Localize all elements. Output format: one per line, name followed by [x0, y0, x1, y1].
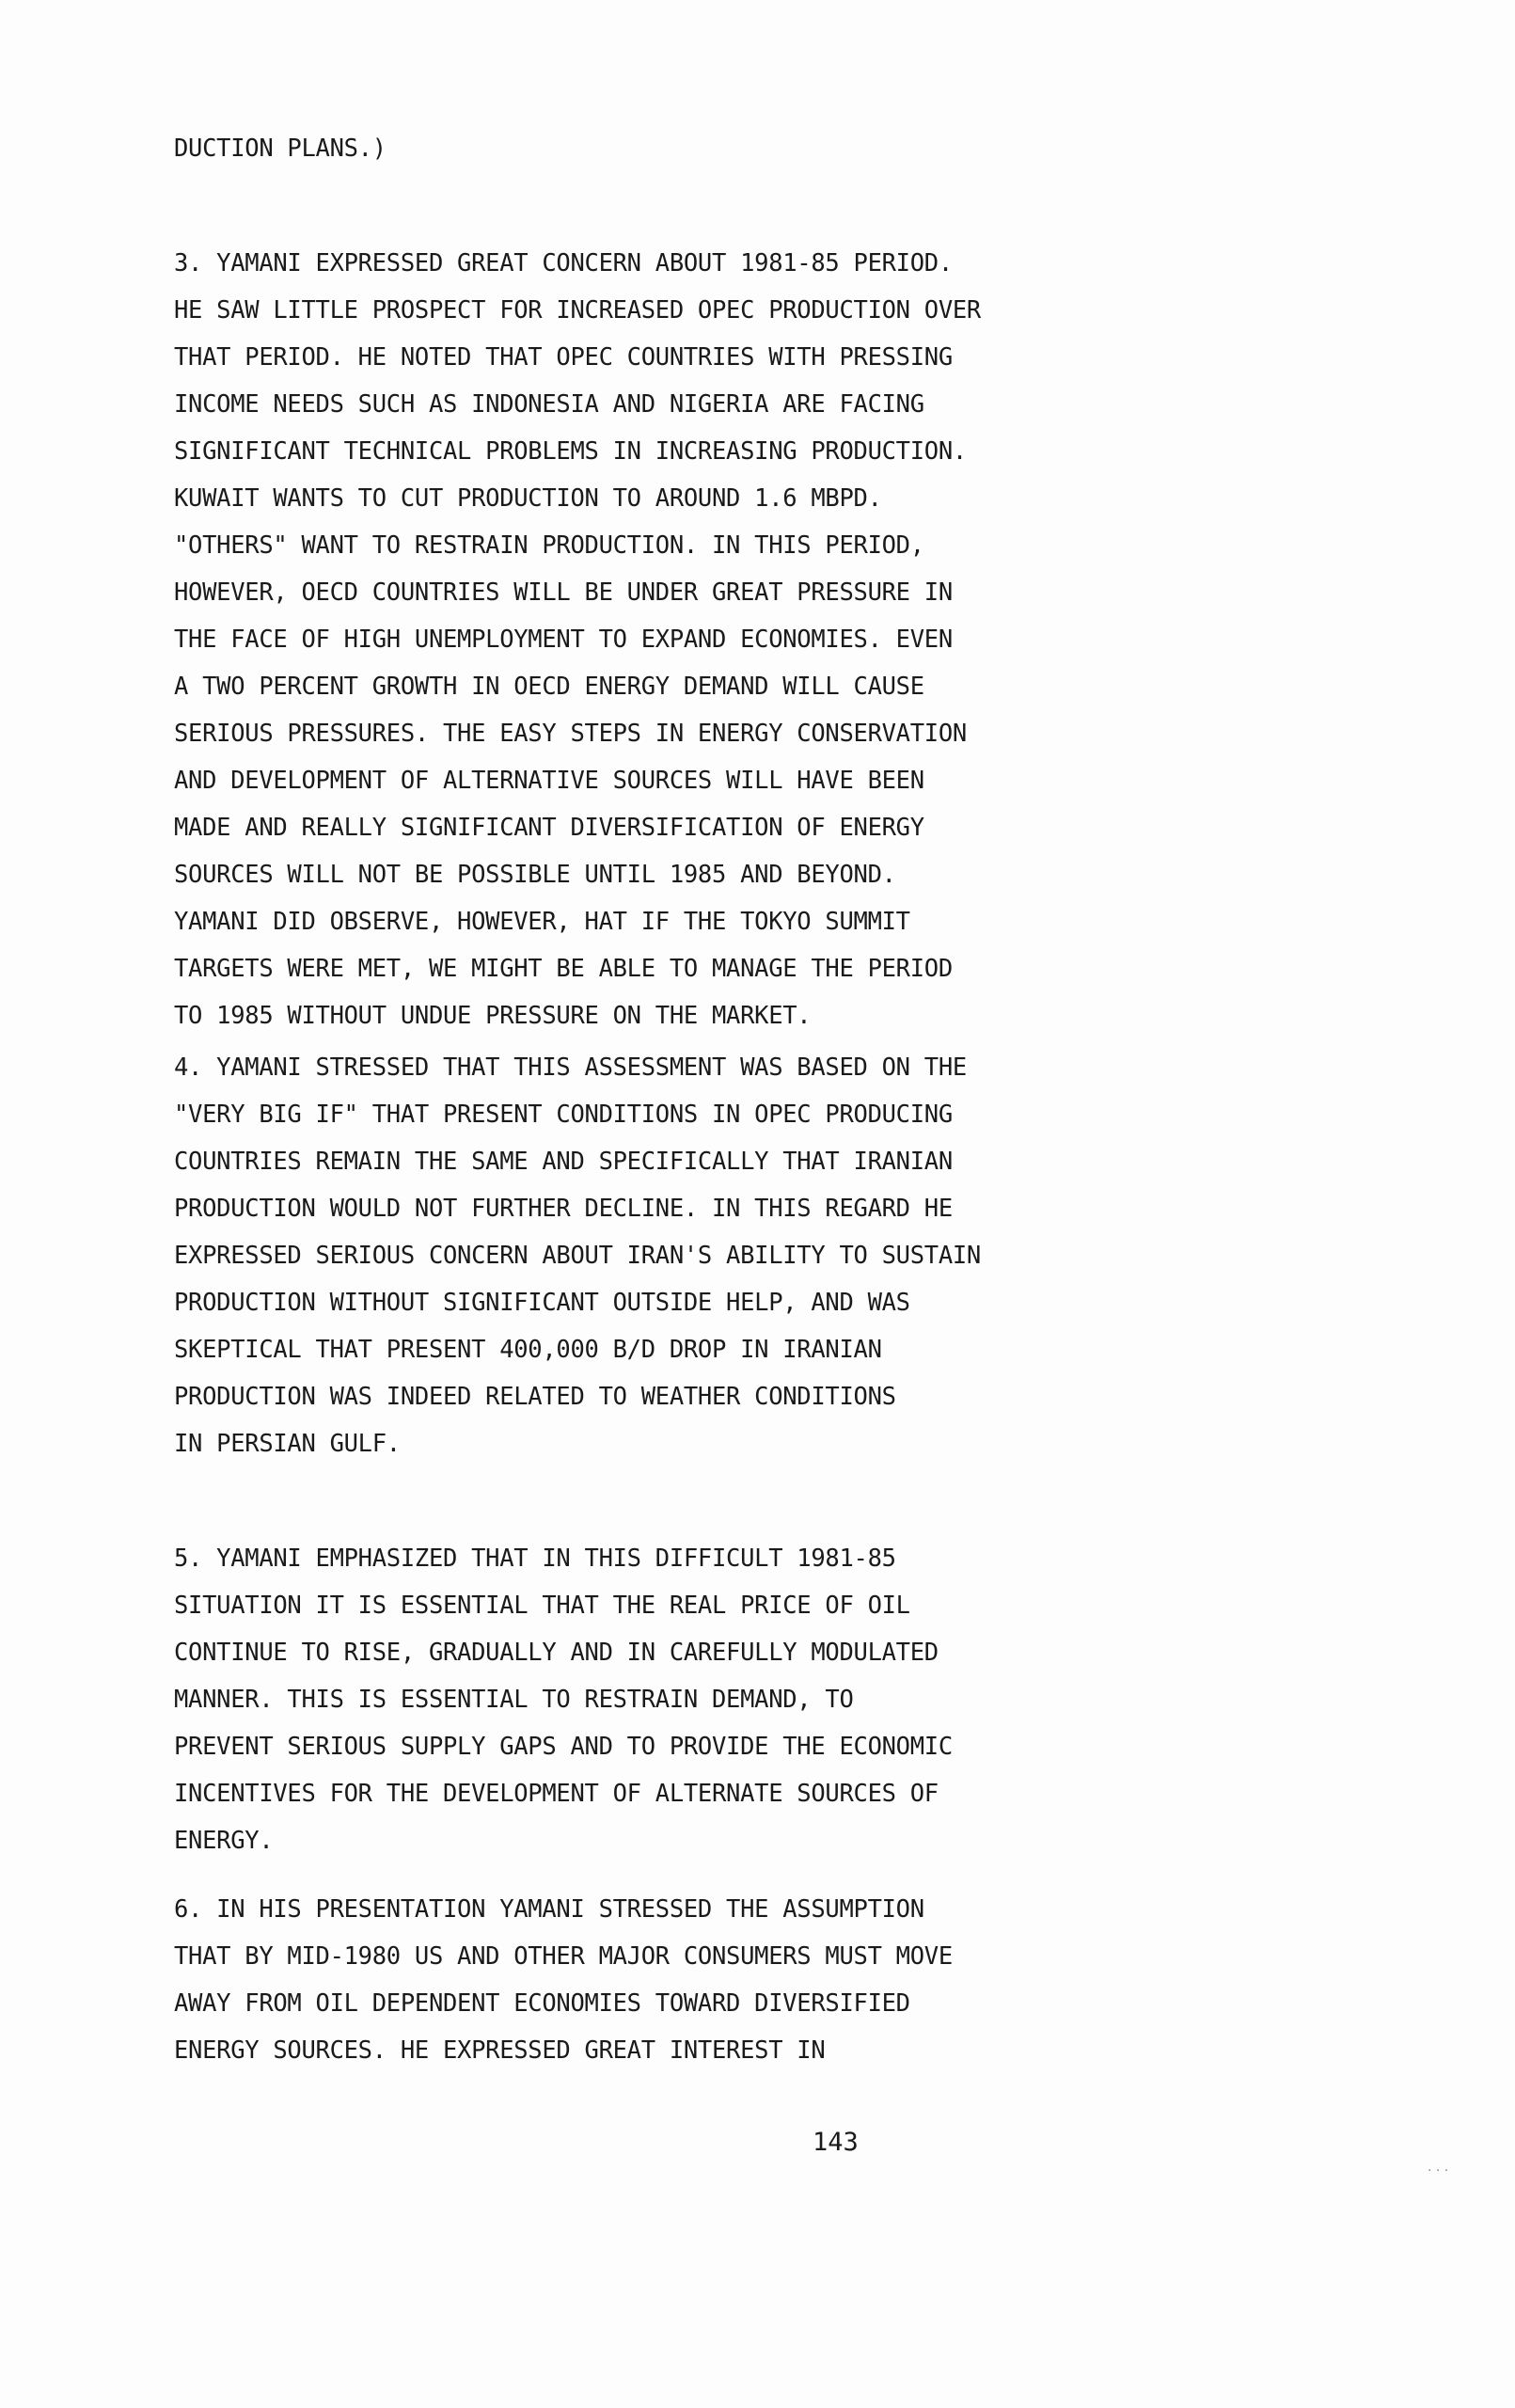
text-line: SIGNIFICANT TECHNICAL PROBLEMS IN INCREASING PRODUCTION.	[174, 437, 967, 466]
paragraph-3	[174, 240, 981, 1039]
text-line: PREVENT SERIOUS SUPPLY GAPS AND TO PROVIDE THE ECONOMIC	[174, 1733, 953, 1761]
text-line: HE SAW LITTLE PROSPECT FOR INCREASED OPEC PRODUCTION OVER	[174, 296, 981, 325]
text-line: TO 1985 WITHOUT UNDUE PRESSURE ON THE MARKET.	[174, 1002, 812, 1030]
text-line: 3. YAMANI EXPRESSED GREAT CONCERN ABOUT 1981-85 PERIOD.	[174, 249, 953, 277]
continuation-text	[174, 125, 387, 172]
text-line: 4. YAMANI STRESSED THAT THIS ASSESSMENT WAS BASED ON THE	[174, 1054, 967, 1082]
text-line: TARGETS WERE MET, WE MIGHT BE ABLE TO MANAGE THE PERIOD	[174, 955, 953, 983]
text-line: SKEPTICAL THAT PRESENT 400,000 B/D DROP IN IRANIAN	[174, 1336, 882, 1364]
text-line: PRODUCTION WAS INDEED RELATED TO WEATHER CONDITIONS	[174, 1383, 896, 1411]
text-line: IN PERSIAN GULF.	[174, 1430, 401, 1458]
text-line: ENERGY.	[174, 1827, 274, 1855]
text-line: INCOME NEEDS SUCH AS INDONESIA AND NIGERIA ARE FACING	[174, 390, 924, 419]
text-line: AWAY FROM OIL DEPENDENT ECONOMIES TOWARD DIVERSIFIED	[174, 1989, 910, 2018]
paragraph-6	[174, 1886, 953, 2074]
paragraph-5	[174, 1535, 953, 1864]
text-line: COUNTRIES REMAIN THE SAME AND SPECIFICALLY THAT IRANIAN	[174, 1148, 953, 1176]
text-line: YAMANI DID OBSERVE, HOWEVER, HAT IF THE TOKYO SUMMIT	[174, 908, 910, 936]
text-line: HOWEVER, OECD COUNTRIES WILL BE UNDER GREAT PRESSURE IN	[174, 578, 953, 607]
text-line: "VERY BIG IF" THAT PRESENT CONDITIONS IN OPEC PRODUCING	[174, 1101, 953, 1129]
text-line: EXPRESSED SERIOUS CONCERN ABOUT IRAN'S ABILITY TO SUSTAIN	[174, 1242, 981, 1270]
paragraph-4	[174, 1044, 981, 1467]
text-line: CONTINUE TO RISE, GRADUALLY AND IN CAREFULLY MODULATED	[174, 1639, 939, 1667]
text-line: THAT PERIOD. HE NOTED THAT OPEC COUNTRIES WITH PRESSING	[174, 343, 953, 372]
text-line: SERIOUS PRESSURES. THE EASY STEPS IN ENERGY CONSERVATION	[174, 720, 967, 748]
text-line: 6. IN HIS PRESENTATION YAMANI STRESSED THE ASSUMPTION	[174, 1895, 924, 1924]
text-line: INCENTIVES FOR THE DEVELOPMENT OF ALTERNATE SOURCES OF	[174, 1780, 939, 1808]
scan-speck: · · ·	[1428, 2163, 1449, 2178]
text-line: DUCTION PLANS.)	[174, 135, 387, 163]
text-line: PRODUCTION WITHOUT SIGNIFICANT OUTSIDE HELP, AND WAS	[174, 1289, 910, 1317]
text-line: MADE AND REALLY SIGNIFICANT DIVERSIFICATION OF ENERGY	[174, 814, 924, 842]
text-line: THAT BY MID-1980 US AND OTHER MAJOR CONSUMERS MUST MOVE	[174, 1942, 953, 1971]
page-number: 143	[813, 2128, 859, 2157]
text-line: KUWAIT WANTS TO CUT PRODUCTION TO AROUND 1.6 MBPD.	[174, 484, 882, 513]
text-line: AND DEVELOPMENT OF ALTERNATIVE SOURCES WILL HAVE BEEN	[174, 767, 924, 795]
text-line: SITUATION IT IS ESSENTIAL THAT THE REAL PRICE OF OIL	[174, 1592, 910, 1620]
text-line: PRODUCTION WOULD NOT FURTHER DECLINE. IN THIS REGARD HE	[174, 1195, 953, 1223]
text-line: SOURCES WILL NOT BE POSSIBLE UNTIL 1985 AND BEYOND.	[174, 861, 896, 889]
text-line: ENERGY SOURCES. HE EXPRESSED GREAT INTEREST IN	[174, 2036, 826, 2065]
text-line: "OTHERS" WANT TO RESTRAIN PRODUCTION. IN THIS PERIOD,	[174, 531, 924, 560]
text-line: THE FACE OF HIGH UNEMPLOYMENT TO EXPAND ECONOMIES. EVEN	[174, 626, 953, 654]
text-line: A TWO PERCENT GROWTH IN OECD ENERGY DEMAND WILL CAUSE	[174, 673, 924, 701]
text-line: MANNER. THIS IS ESSENTIAL TO RESTRAIN DEMAND, TO	[174, 1686, 854, 1714]
text-line: 5. YAMANI EMPHASIZED THAT IN THIS DIFFICULT 1981-85	[174, 1545, 896, 1573]
